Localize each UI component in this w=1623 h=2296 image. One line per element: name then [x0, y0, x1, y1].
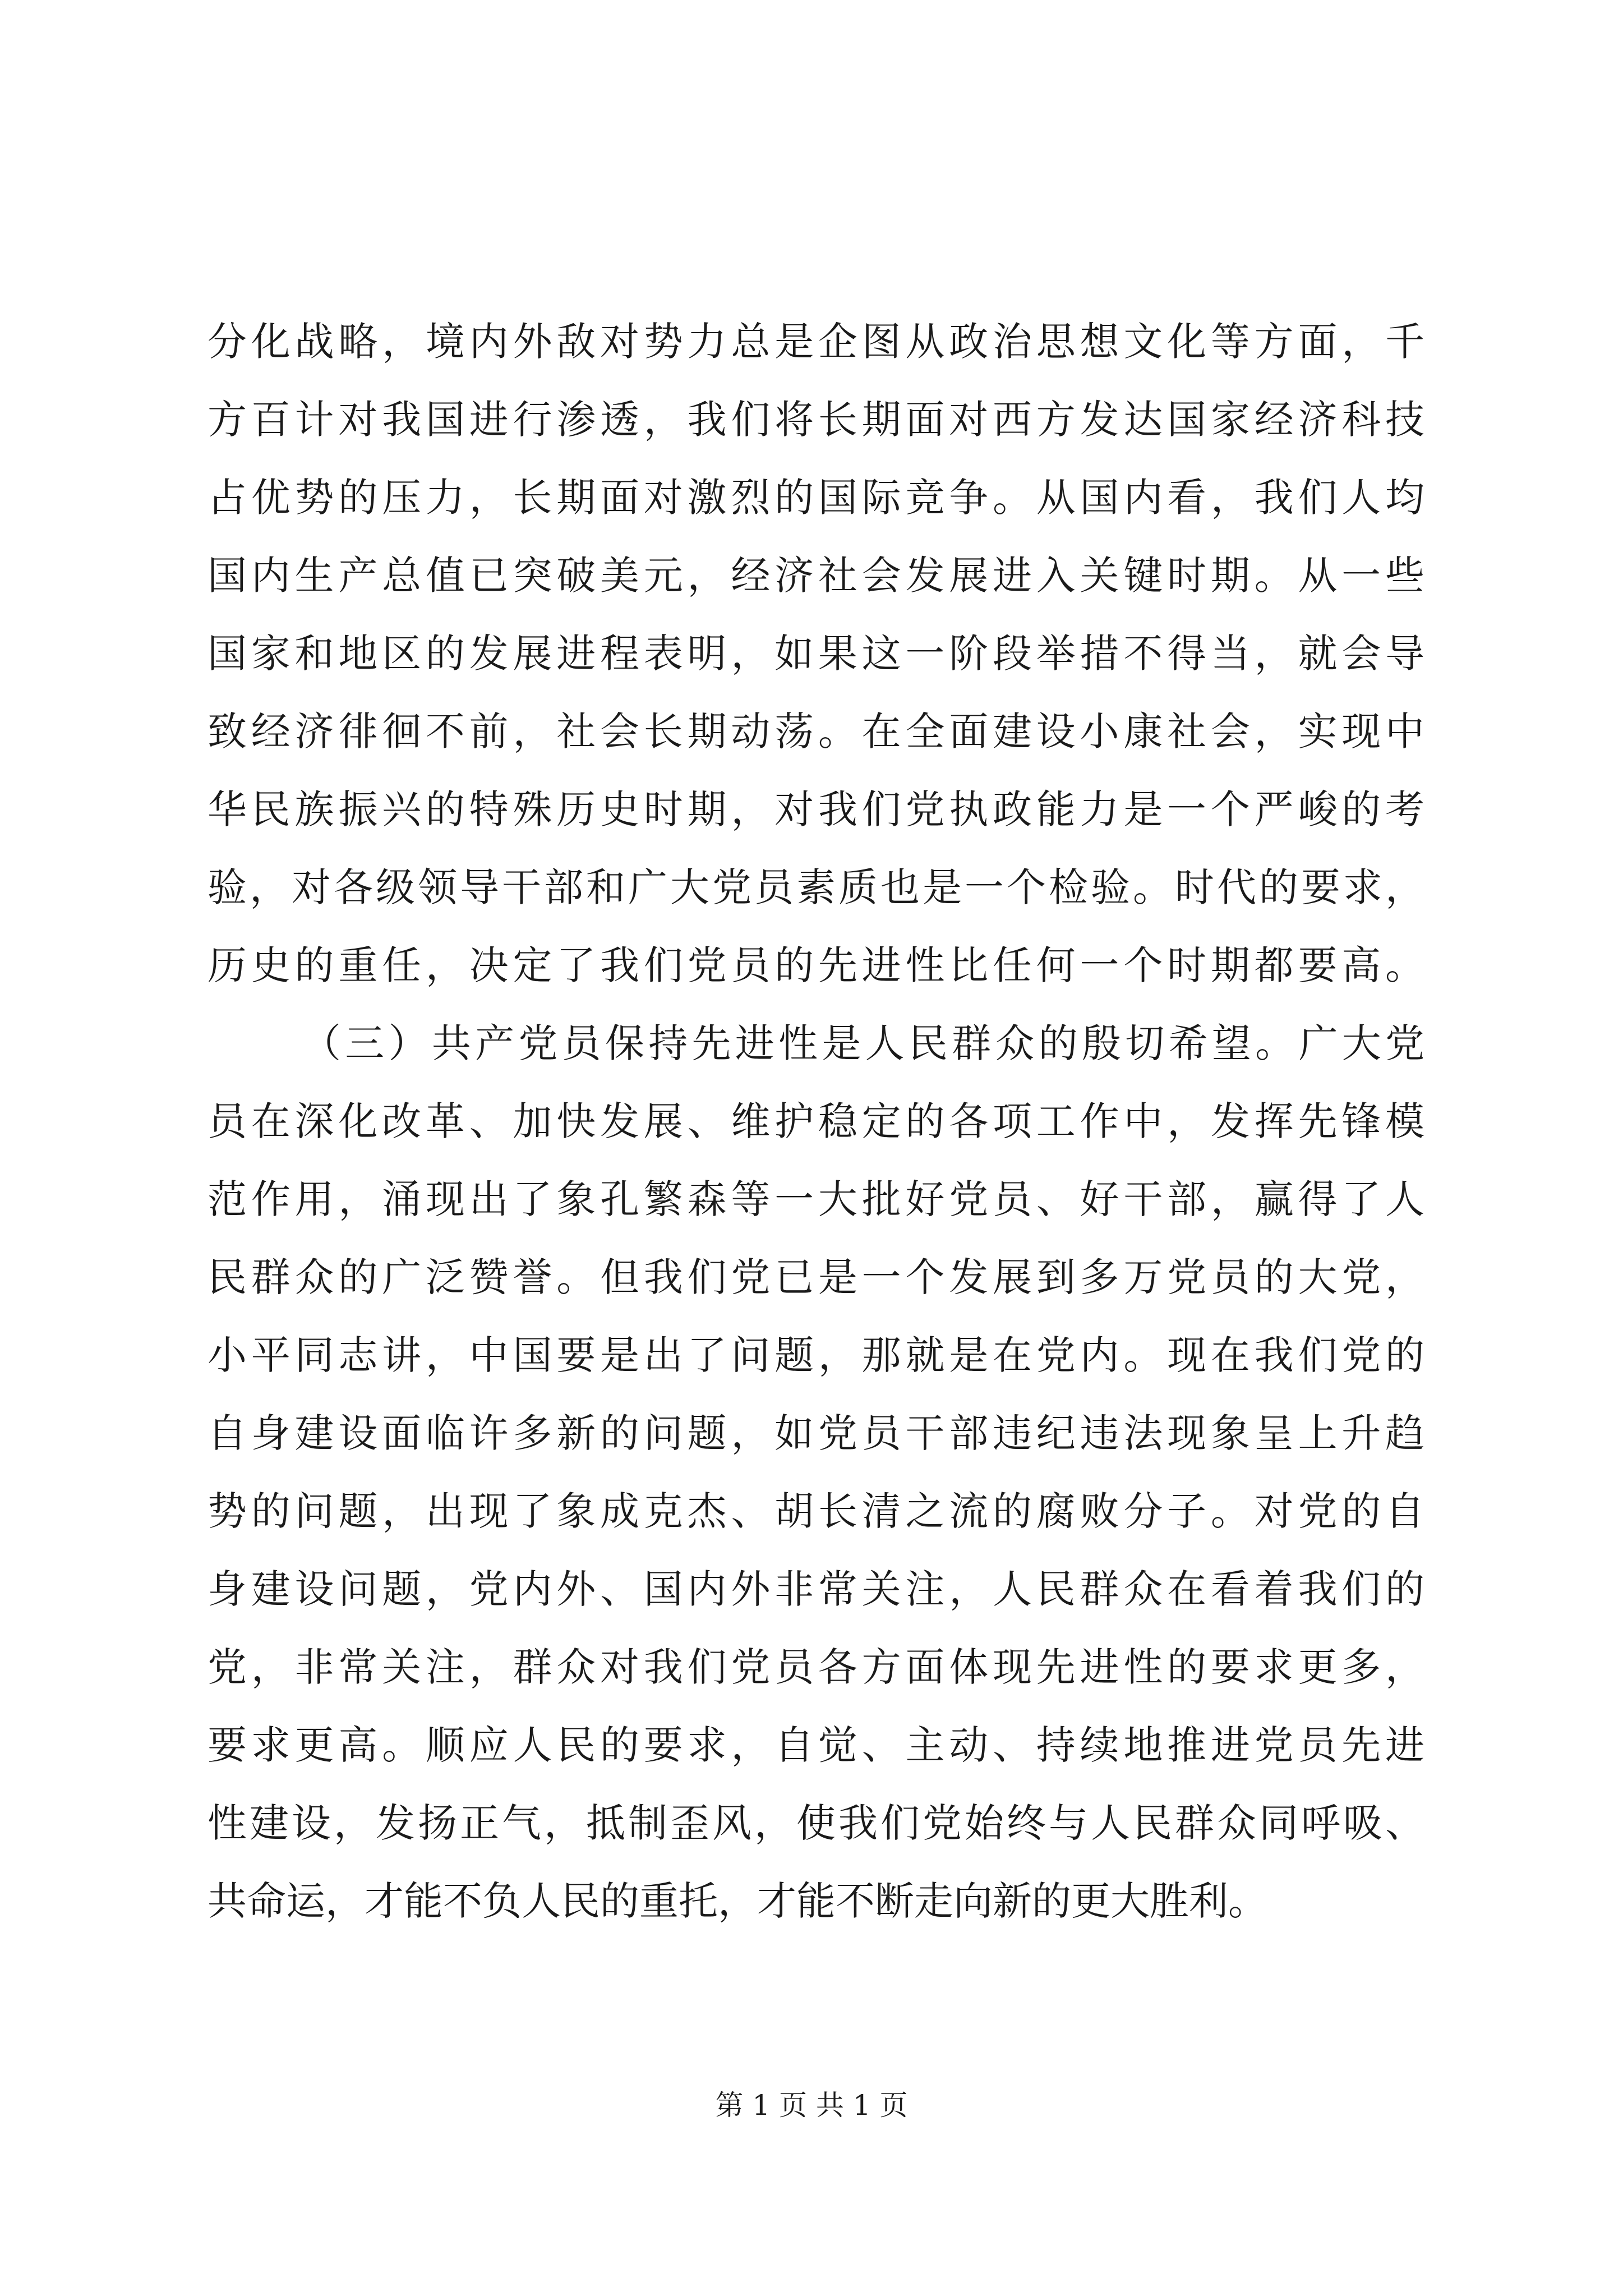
- text-line: 方百计对我国进行渗透，我们将长期面对西方发达国家经济科技: [208, 397, 1424, 443]
- text-line: 势的问题，出现了象成克杰、胡长清之流的腐败分子。对党的自: [208, 1488, 1424, 1534]
- text-line: 小平同志讲，中国要是出了问题，那就是在党内。现在我们党的: [208, 1332, 1424, 1378]
- paragraph-2: [208, 1005, 1424, 1940]
- text-line: 党，非常关注，群众对我们党员各方面体现先进性的要求更多，: [208, 1644, 1424, 1690]
- text-line: 要求更高。顺应人民的要求，自觉、主动、持续地推进党员先进: [208, 1722, 1424, 1768]
- text-line: 国家和地区的发展进程表明，如果这一阶段举措不得当，就会导: [208, 631, 1424, 677]
- text-line: 民群众的广泛赞誉。但我们党已是一个发展到多万党员的大党，: [208, 1254, 1424, 1300]
- text-line: （三）共产党员保持先进性是人民群众的殷切希望。广大党: [302, 1020, 1424, 1066]
- text-line: 范作用，涌现出了象孔繁森等一大批好党员、好干部，赢得了人: [208, 1176, 1424, 1222]
- text-line: 员在深化改革、加快发展、维护稳定的各项工作中，发挥先锋模: [208, 1098, 1424, 1144]
- page-number-footer: 第 1 页 共 1 页: [715, 2089, 908, 2122]
- text-line: 身建设问题，党内外、国内外非常关注，人民群众在看着我们的: [208, 1566, 1424, 1612]
- text-line: 性建设，发扬正气，抵制歪风，使我们党始终与人民群众同呼吸、: [208, 1800, 1424, 1846]
- text-line: 自身建设面临许多新的问题，如党员干部违纪违法现象呈上升趋: [208, 1410, 1424, 1456]
- paragraph-1: [208, 303, 1424, 1005]
- text-line: 占优势的压力，长期面对激烈的国际竞争。从国内看，我们人均: [208, 475, 1424, 521]
- text-line: 验，对各级领导干部和广大党员素质也是一个检验。时代的要求，: [208, 864, 1424, 910]
- text-line: 致经济徘徊不前，社会长期动荡。在全面建设小康社会，实现中: [208, 708, 1424, 754]
- text-line: 共命运，才能不负人民的重托，才能不断走向新的更大胜利。: [208, 1878, 1267, 1924]
- text-line: 国内生产总值已突破美元，经济社会发展进入关键时期。从一些: [208, 553, 1424, 599]
- body-text: [208, 303, 1424, 1940]
- text-line: 历史的重任，决定了我们党员的先进性比任何一个时期都要高。: [208, 942, 1424, 988]
- text-line: 分化战略，境内外敌对势力总是企图从政治思想文化等方面，千: [208, 319, 1424, 365]
- text-line: 华民族振兴的特殊历史时期，对我们党执政能力是一个严峻的考: [208, 786, 1424, 832]
